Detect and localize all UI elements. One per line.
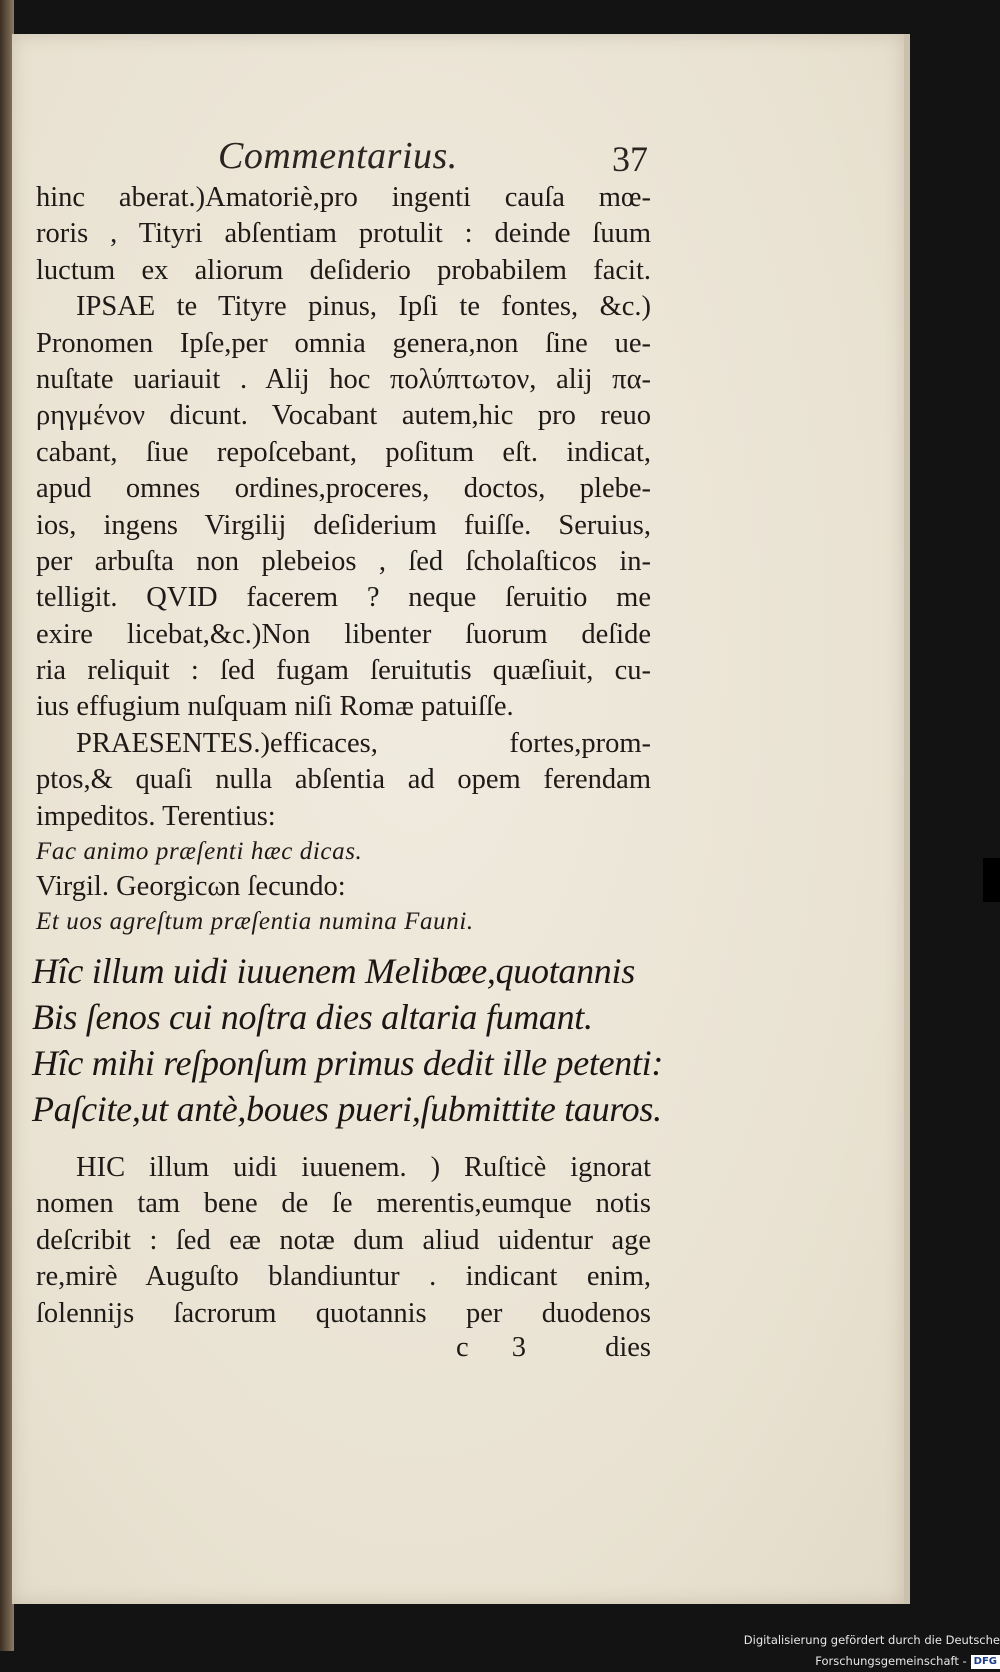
text-line: cabant, ſiue repoſcebant, poſitum eſt. indicat, bbox=[36, 436, 651, 468]
dfg-logo: DFG bbox=[971, 1655, 1000, 1669]
text-line: ſolennijs ſacrorum quotannis per duodenos bbox=[36, 1297, 651, 1329]
catchword: dies bbox=[605, 1332, 651, 1363]
signature-line bbox=[36, 1332, 651, 1368]
verse-block bbox=[32, 948, 664, 1132]
verse-line: Hîc illum uidi iuuenem Melibœe,quotannis bbox=[32, 951, 635, 991]
text-line: roris , Tityri abſentiam protulit : deinde ſuum bbox=[36, 218, 651, 250]
text-line: IPSAE te Tityre pinus, Ipſi te fontes, &c.) bbox=[76, 291, 651, 323]
text-line: HIC illum uidi iuuenem. ) Ruſticè ignorat bbox=[76, 1152, 651, 1183]
commentary-text-block-2 bbox=[36, 1150, 651, 1332]
text-line: ios, ingens Virgilij deſiderium fuiſſe. Seruius, bbox=[36, 509, 651, 541]
running-title: Commentarius. bbox=[218, 135, 458, 177]
verse-line: Hîc mihi reſponſum primus dedit ille petenti: bbox=[32, 1043, 664, 1083]
footer-text: Digitalisierung gefördert durch die Deutsche Forschungsgemeinschaft - bbox=[743, 1633, 1000, 1668]
text-line: Pronomen Ipſe,per omnia genera,non ſine ue- bbox=[36, 327, 651, 359]
text-line: PRAESENTES.)efficaces, fortes,prom- bbox=[76, 727, 651, 759]
text-line: impeditos. Terentius: bbox=[36, 800, 276, 832]
text-line: ius effugium nuſquam niſi Romæ patuiſſe. bbox=[36, 691, 514, 723]
page-number: 37 bbox=[612, 139, 648, 179]
text-line: ρηγμένον dicunt. Vocabant autem,hic pro reuo bbox=[36, 400, 651, 432]
page-edge bbox=[904, 34, 910, 1604]
commentary-text-block bbox=[36, 180, 651, 939]
text-line: Virgil. Georgicωn ſecundo: bbox=[36, 871, 346, 903]
text-line: nomen tam bene de ſe merentis,eumque notis bbox=[36, 1188, 651, 1220]
text-line: apud omnes ordines,proceres, doctos, plebe- bbox=[36, 473, 651, 505]
text-line: nuſtate uariauit . Alij hoc πολύπτωτον, alij πα- bbox=[36, 363, 651, 395]
text-line: ptos,& quaſi nulla abſentia ad opem ferendam bbox=[36, 764, 651, 796]
verse-line: Paſcite,ut antè,boues pueri,ſubmittite tauros. bbox=[32, 1089, 662, 1129]
page-header bbox=[218, 134, 648, 184]
quotation-terence: Fac animo præſenti hæc dicas. bbox=[36, 838, 363, 866]
text-line: hinc aberat.)Amatoriè,pro ingenti cauſa mœ- bbox=[36, 182, 651, 213]
text-line: deſcribit : ſed eæ notæ dum aliud uidentur age bbox=[36, 1224, 651, 1256]
text-line: luctum ex aliorum deſiderio probabilem facit. bbox=[36, 254, 651, 286]
quotation-georgics: Et uos agreſtum præſentia numina Fauni. bbox=[36, 908, 474, 936]
digitization-footer bbox=[600, 1630, 1000, 1668]
text-line: ria reliquit : ſed fugam ſeruitutis quæſiuit, cu- bbox=[36, 655, 651, 687]
text-line: per arbuſta non plebeios , ſed ſcholaſticos in- bbox=[36, 545, 651, 577]
verse-line: Bis ſenos cui noſtra dies altaria fumant. bbox=[32, 997, 593, 1037]
text-line: telligit. QVID facerem ? neque ſeruitio me bbox=[36, 582, 651, 614]
text-line: exire licebat,&c.)Non libenter ſuorum deſide bbox=[36, 618, 651, 650]
scan-marker bbox=[983, 858, 1000, 902]
text-line: re,mirè Auguſto blandiuntur . indicant enim, bbox=[36, 1261, 651, 1293]
signature-mark: c 3 bbox=[456, 1332, 545, 1363]
